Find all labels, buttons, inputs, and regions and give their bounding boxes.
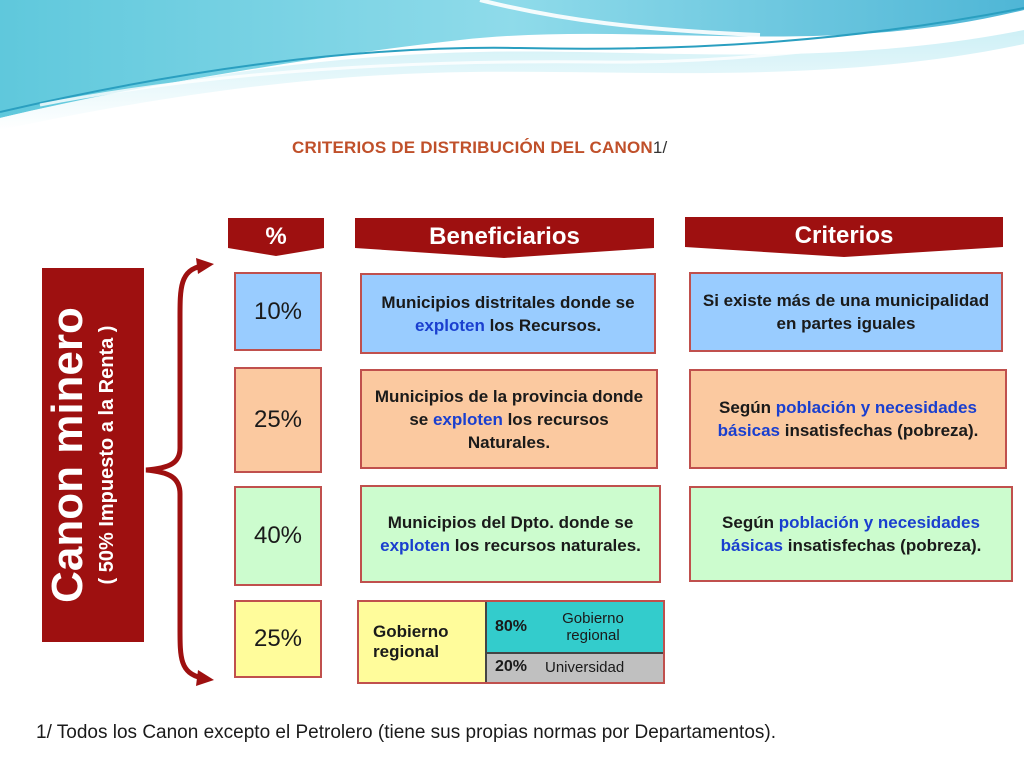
header-criteria-label: Criterios xyxy=(794,222,894,249)
row3-criteria-text: Según xyxy=(722,513,779,532)
row2-beneficiary-text-end: los recursos Naturales. xyxy=(467,409,609,452)
row3-beneficiary-text-end: los recursos naturales. xyxy=(450,536,641,555)
header-beneficiaries xyxy=(355,218,654,258)
row3-criteria-highlight: población y necesidades básicas xyxy=(720,513,980,555)
split-universidad-label: Universidad xyxy=(545,659,625,676)
page-title xyxy=(292,138,667,158)
row3-criteria-text-end: insatisfechas (pobreza). xyxy=(783,536,982,555)
row1-criteria-text: Si existe más de una municipalidad en partes iguales xyxy=(702,291,990,333)
row2-criteria-highlight: población y necesidades básicas xyxy=(717,398,977,440)
header-beneficiaries-label: Beneficiarios xyxy=(429,223,580,250)
row1-beneficiary-text-end: los Recursos. xyxy=(484,315,602,335)
row1-criteria xyxy=(689,272,1003,352)
split-universidad-percent: 20% xyxy=(495,658,528,675)
row2-percent xyxy=(234,367,322,473)
row3-percent xyxy=(234,486,322,586)
brace-arrows-icon xyxy=(140,258,220,688)
header-percent xyxy=(228,218,324,258)
row2-beneficiary xyxy=(360,369,658,469)
row1-beneficiary-highlight: exploten xyxy=(414,315,485,335)
header-percent-label: % xyxy=(265,223,287,250)
canon-minero-subtitle: ( 50% Impuesto a la Renta ) xyxy=(96,325,118,585)
gobierno-regional-split xyxy=(357,600,665,684)
row2-criteria xyxy=(689,369,1007,469)
row1-percent xyxy=(234,272,322,351)
row1-beneficiary-text: Municipios distritales donde se xyxy=(381,292,635,312)
title-footnote-ref: 1/ xyxy=(652,138,668,157)
footnote: 1/ Todos los Canon excepto el Petrolero (tiene sus propias normas por Departamentos). xyxy=(36,722,776,743)
header-criteria xyxy=(685,217,1003,257)
row1-percent-value: 10% xyxy=(253,297,303,325)
split-gobierno-percent: 80% xyxy=(495,618,528,635)
row3-beneficiary xyxy=(360,485,661,583)
split-gobierno-label: Gobierno regional xyxy=(562,610,624,644)
row4-percent-value: 25% xyxy=(253,625,303,652)
row2-percent-value: 25% xyxy=(253,406,303,433)
row2-beneficiary-highlight: exploten xyxy=(432,409,503,429)
split-row-gobierno xyxy=(485,602,663,654)
row2-beneficiary-text: Municipios de la provincia donde se xyxy=(374,386,644,429)
header-wave-decoration xyxy=(0,0,1024,130)
row1-beneficiary xyxy=(360,273,656,354)
row2-criteria-text-end: insatisfechas (pobreza). xyxy=(780,421,979,440)
row3-beneficiary-highlight: exploten xyxy=(380,536,451,555)
split-row-universidad xyxy=(485,654,663,682)
canon-minero-label xyxy=(42,268,144,642)
row3-beneficiary-text: Municipios del Dpto. donde se xyxy=(387,513,634,532)
gobierno-regional-label: Gobierno regional xyxy=(373,622,449,661)
title-text: CRITERIOS DE DISTRIBUCIÓN DEL CANON xyxy=(292,138,653,157)
row4-percent xyxy=(234,600,322,678)
canon-minero-title: Canon minero xyxy=(43,307,92,603)
row2-criteria-text: Según xyxy=(719,398,776,417)
row3-criteria xyxy=(689,486,1013,582)
row3-percent-value: 40% xyxy=(253,522,303,549)
